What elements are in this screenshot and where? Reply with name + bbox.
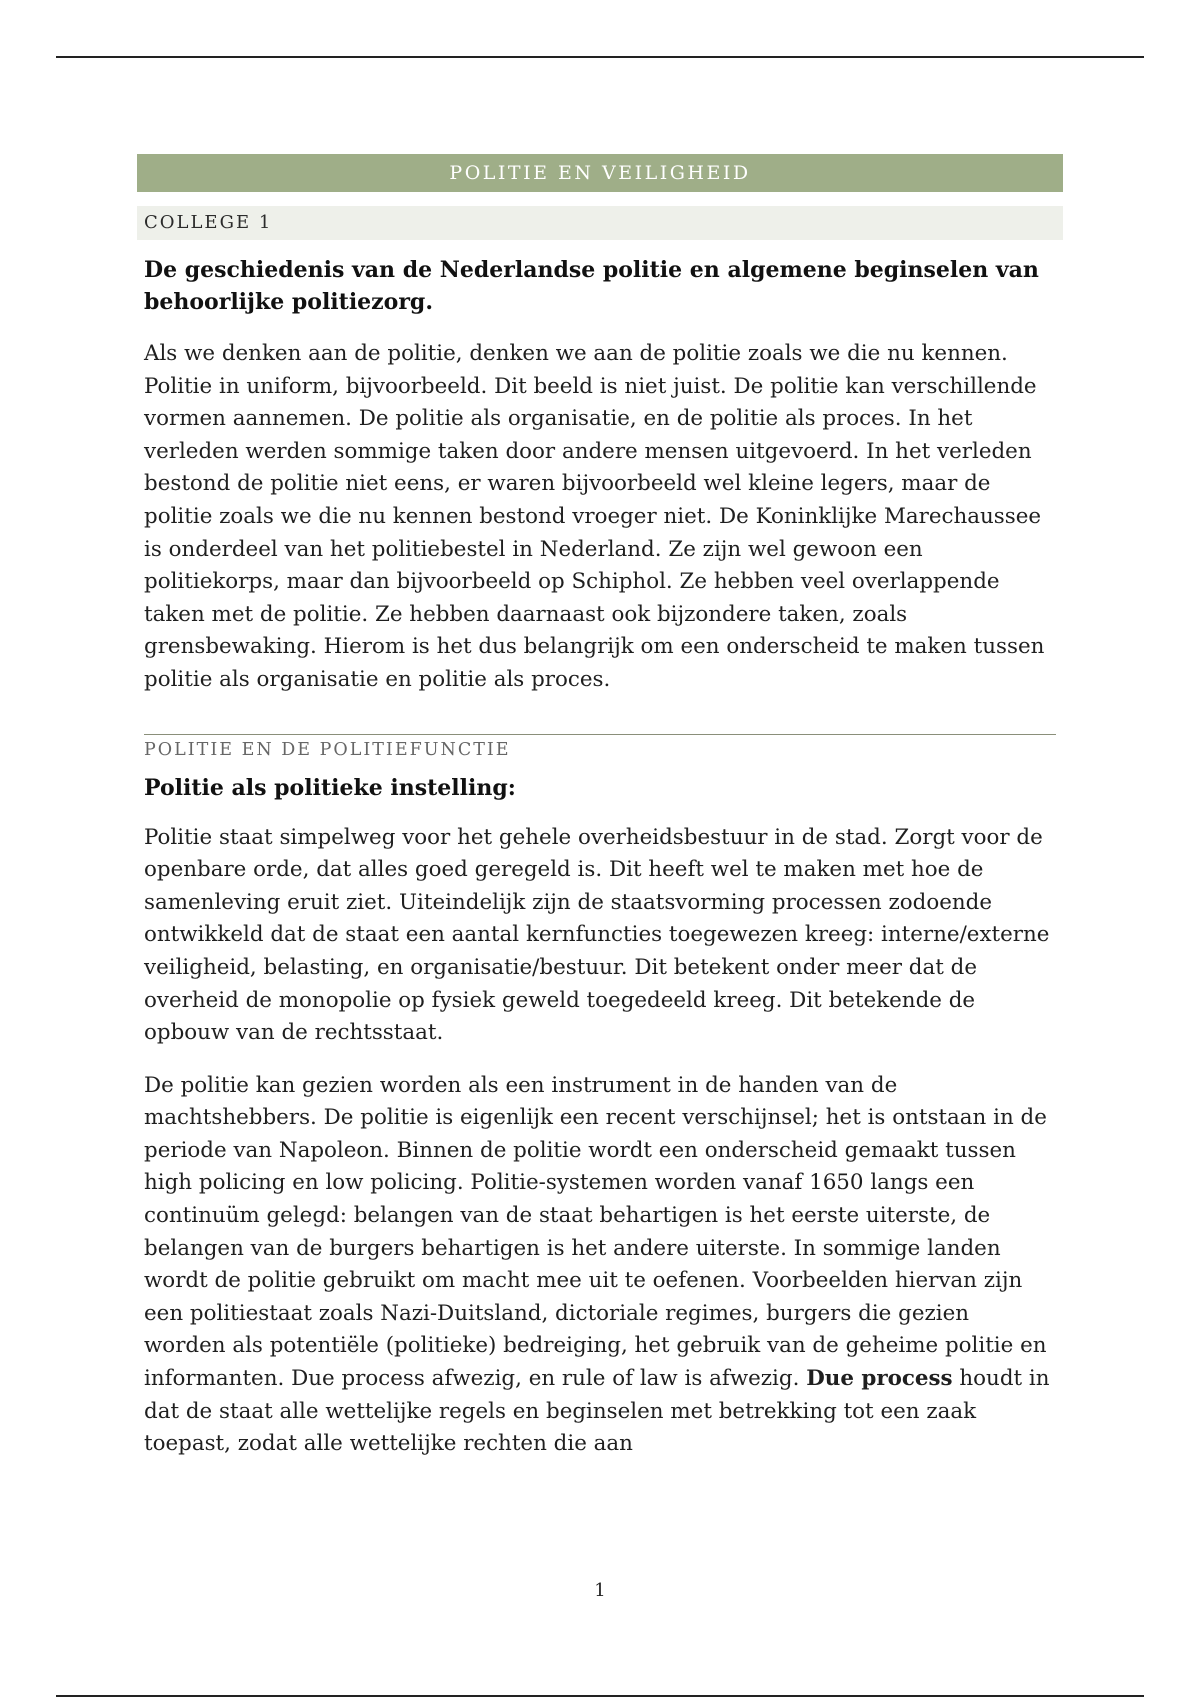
college-label: COLLEGE 1 [137,206,1063,240]
section-heading: POLITIE EN DE POLITIEFUNCTIE [144,739,511,760]
section-paragraph-3-text: houdt in dat de staat alle wettelijke regels en beginselen met betrekking tot een zaak toepast, zodat alle wettelijke rechten die aan [144,1366,1050,1457]
section-subheading: Politie als politieke instelling: [144,774,516,801]
document-title: POLITIE EN VEILIGHEID [137,154,1063,192]
due-process-term: Due process [806,1366,953,1392]
document-body [137,254,1063,1461]
section-divider [144,734,1056,735]
page-number: 1 [594,1580,606,1601]
section-paragraph-2 [144,1070,1056,1461]
footer-rule [56,1695,1144,1697]
intro-heading: De geschiedenis van de Nederlandse politie en algemene beginselen van behoorlijke politiezorg. [144,257,1039,315]
intro-paragraph: Als we denken aan de politie, denken we aan de politie zoals we die nu kennen. Politie in uniform, bijvoorbeeld. Dit beeld is niet juist. De politie kan verschillende vormen aannemen. De politie als organisatie, en de politie als proces. In het verleden werden sommige taken door andere mensen uitgevoerd. In het verleden bestond de politie niet eens, er waren bijvoorbeeld wel kleine legers, maar de politie zoals we die nu kennen bestond vroeger niet. De Koninklijke Marechaussee is onderdeel van het politiebestel in Nederland. Ze zijn wel gewoon een politiekorps, maar dan bijvoorbeeld op Schiphol. Ze hebben veel overlappende taken met de politie. Ze hebben daarnaast ook bijzondere taken, zoals grensbewaking. Hierom is het dus belangrijk om een onderscheid te maken tussen politie als organisatie en politie als proces. [144,341,1045,692]
section-paragraph-2-text: De politie kan gezien worden als een instrument in de handen van de machtshebbers. De politie is eigenlijk een recent verschijnsel; het is ontstaan in de periode van Napoleon. Binnen de politie wordt een onderscheid gemaakt tussen high policing en low policing. Politie-systemen worden vanaf 1650 langs een continuüm gelegd: belangen van de staat behartigen is het eerste uiterste, de belangen van de burgers behartigen is het andere uiterste. In sommige landen wordt de politie gebruikt om macht mee uit te oefenen. Voorbeelden hiervan zijn een politiestaat zoals Nazi-Duitsland, dictoriale regimes, burgers die gezien worden als potentiële (politieke) bedreiging, het gebruik van de geheime politie en informanten. Due process afwezig, en rule of law is afwezig. [144,1072,1047,1392]
section-paragraph-1: Politie staat simpelweg voor het gehele overheidsbestuur in de stad. Zorgt voor de openbare orde, dat alles goed geregeld is. Dit heeft wel te maken met hoe de samenleving eruit ziet. Uiteindelijk zijn de staatsvorming processen zodoende ontwikkeld dat de staat een aantal kernfuncties toegewezen kreeg: interne/externe veiligheid, belasting, en organisatie/bestuur. Dit betekent onder meer dat de overheid de monopolie op fysiek geweld toegedeeld kreeg. Dit betekende de opbouw van de rechtsstaat. [144,824,1050,1046]
document-page [137,154,1063,1461]
header-rule [56,56,1144,58]
